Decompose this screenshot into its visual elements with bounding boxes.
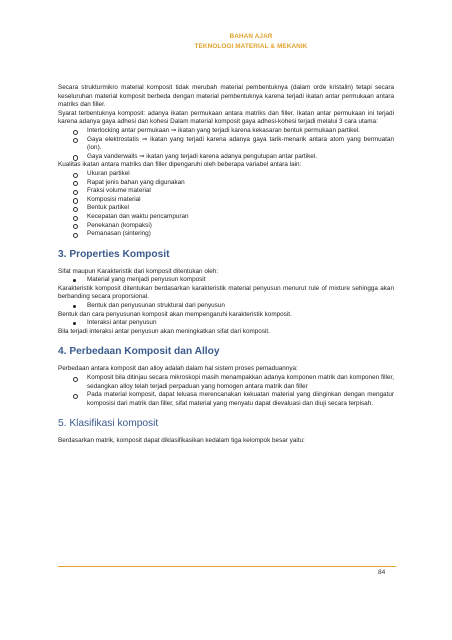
list-item: Komposisi material: [87, 195, 141, 203]
bond-list: [58, 127, 394, 161]
intro-paragraph-3: Kualitas ikatan antara matriks dan filler dipengaruhi oleh beberapa variabel antara lain:: [58, 161, 302, 169]
list-item: Gaya vanderwalls ⇒ ikatan yang terjadi karena adanya pengutupan antar partikel.: [87, 152, 317, 160]
page-header: [0, 32, 452, 52]
list-item: Komposit bila ditinjau secara mikroskopi masih menampakkan adanya komponen matrik dan komponen filler, sedangkan alloy telah terjadi perpaduan yang homogen antara matrik dan filler: [87, 374, 394, 390]
section3-paragraph-1: Sifat maupun Karakteristik dari komposit ditentukan oleh:: [58, 267, 219, 275]
list-item: Penekanan (kompaksi): [87, 221, 152, 229]
section-heading-klasifikasi: 5. Klasifikasi komposit: [58, 418, 159, 430]
intro-paragraph-2: Syarat terbentuknya komposit: adanya ikatan permukaan antara matriks dan filler. Ikatan antar permukaan ini terjadi karena adanya gaya adhesi dan kohesi Dalam material komposit gaya adhesi-kohesi terjadi melalui 3 cara utama:: [58, 109, 394, 126]
page-number: 84: [378, 569, 386, 576]
list-item: Fraksi volume material: [87, 187, 151, 195]
list-item: Interaksi antar penyusun: [87, 319, 157, 327]
section3-paragraph-4: Bila terjadi interaksi antar penyusun akan meningkatkan sifat dari komposit.: [58, 327, 270, 335]
section5-paragraph-1: Berdasarkan matrik, komposit dapat diklasifikasikan kedalam tiga kelompok besar yaitu:: [58, 437, 305, 445]
document-body: [58, 84, 394, 446]
list-item: Bentuk partikel: [87, 204, 129, 212]
list-item: Kecepatan dan waktu pencampuran: [87, 212, 189, 220]
list-item: Ukuran partikel: [87, 169, 130, 177]
variable-list: [58, 170, 394, 239]
header-title: BAHAN AJAR: [229, 33, 273, 40]
intro-paragraph-1: Secara strukturmikro material komposit tidak merubah material pembentuknya (dalam orde kristalin) tetapi secara keseluruhan material komposit berbeda dengan material pembentuknya karena terjadi ikatan antar permukaan antara matriks dan filler.: [58, 84, 394, 109]
section-heading-properties: 3. Properties Komposit: [58, 248, 170, 260]
section4-paragraph-1: Perbedaan antara komposit dan alloy adalah dalam hal sistem proses pemaduannya:: [58, 365, 298, 373]
list-item: Pada material komposit, dapat leluasa merencanakan kekuatan material yang diinginkan dengan mengatur komposisi dari matrik dan filler, sifat material yang menyatu dapat dievaluasi dan diuji secara terpisah.: [87, 391, 394, 407]
list-item: Gaya elektrostatis ⇒ ikatan yang terjadi karena adanya gaya tarik-menarik antara atom yang bermuatan (ion).: [87, 135, 394, 152]
section-heading-perbedaan: 4. Perbedaan Komposit dan Alloy: [58, 346, 220, 358]
section3-paragraph-2: Karakteristik komposit ditentukan berdasarkan karakteristik material penyusun menurut rule of mixture sehingga akan berbanding secara proporsional.: [58, 284, 394, 301]
list-item: Material yang menjadi penyusun komposit: [87, 276, 206, 284]
header-subtitle: TEKNOLOGI MATERIAL & MEKANIK: [194, 43, 308, 50]
section3-paragraph-3: Bentuk dan cara penyusunan komposit akan mempengaruhi karakteristik komposit.: [58, 310, 292, 318]
list-item: Rapat jenis bahan yang digunakan: [87, 178, 185, 186]
list-item: Interlocking antar permukaan ⇒ ikatan yang terjadi karena kekasaran bentuk permukaan partikel.: [87, 126, 360, 134]
difference-list: [58, 374, 394, 408]
list-item: Pemanasan (sintering): [87, 230, 151, 238]
list-item: Bentuk dan penyusunan struktural dari penyusun: [87, 302, 225, 310]
footer-divider: [58, 566, 396, 567]
